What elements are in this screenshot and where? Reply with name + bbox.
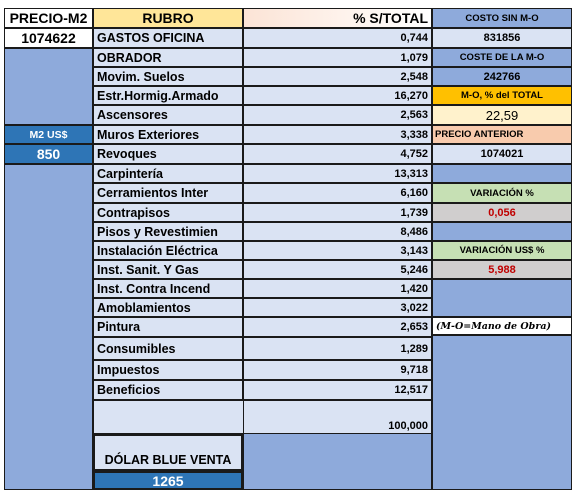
row-rubro[interactable] [93, 28, 243, 48]
row-rubro-text: Inst. Sanit. Y Gas [97, 262, 199, 277]
row-rubro-text: Impuestos [97, 363, 160, 377]
row-pct-text: 3,338 [400, 128, 428, 141]
row-pct[interactable] [243, 105, 432, 125]
row-rubro-text: OBRADOR [97, 50, 162, 65]
row-pct[interactable] [243, 260, 432, 279]
row-pct-text: 1,739 [400, 206, 428, 219]
row-rubro[interactable] [93, 183, 243, 203]
row-rubro[interactable] [93, 317, 243, 337]
side-blank-3[interactable] [432, 279, 572, 317]
row-pct[interactable] [243, 317, 432, 337]
row-pct-text: 4,752 [400, 148, 428, 160]
row-rubro-text: Carpintería [97, 166, 163, 181]
dolar-blue-value[interactable]: 1265 [93, 471, 243, 490]
row-rubro-text: Instalación Eléctrica [97, 243, 218, 258]
side-fill-bottom [432, 335, 572, 490]
row-rubro[interactable] [93, 279, 243, 298]
row-rubro-text: Pintura [97, 320, 141, 334]
precio-m2-label[interactable]: PRECIO-M2 [4, 8, 93, 28]
row-rubro-text: Inst. Contra Incend [97, 281, 211, 296]
row-rubro-text: Movim. Suelos [97, 69, 185, 84]
side-blank-2[interactable] [432, 222, 572, 241]
row-rubro[interactable] [93, 260, 243, 279]
mo-pct-value[interactable]: 22,59 [432, 105, 572, 125]
row-rubro[interactable] [93, 360, 243, 380]
row-pct[interactable] [243, 337, 432, 360]
row-rubro-text: Contrapisos [97, 205, 170, 220]
row-pct[interactable] [243, 279, 432, 298]
row-pct[interactable] [243, 125, 432, 144]
m2-usd-label[interactable]: M2 US$ [4, 125, 93, 144]
row-pct-text: 1,289 [400, 342, 428, 355]
column-a-fill-top [4, 48, 93, 125]
side-blank-1[interactable] [432, 164, 572, 183]
row-pct-text: 1,420 [400, 282, 428, 295]
row-pct[interactable] [243, 183, 432, 203]
row-rubro-text: Pisos y Revestimien [97, 224, 218, 239]
total-text: 100,000 [388, 420, 428, 432]
coste-mo-label[interactable]: COSTE DE LA M-O [432, 48, 572, 67]
row-pct[interactable] [243, 203, 432, 222]
row-pct-text: 13,313 [394, 167, 428, 180]
row-pct[interactable] [243, 144, 432, 164]
row-rubro[interactable] [93, 203, 243, 222]
row-rubro[interactable] [93, 86, 243, 105]
row-rubro[interactable] [93, 67, 243, 86]
row-rubro[interactable] [93, 337, 243, 360]
row-rubro[interactable] [93, 241, 243, 260]
row-rubro[interactable] [93, 298, 243, 317]
precio-m2-value[interactable]: 1074622 [4, 28, 93, 48]
row-rubro-text: Estr.Hormig.Armado [97, 88, 219, 103]
row-rubro-text: Amoblamientos [97, 300, 191, 315]
row-rubro-text: Cerramientos Inter [97, 186, 209, 200]
row-rubro[interactable] [93, 48, 243, 67]
costo-sin-mo-value[interactable]: 831856 [432, 28, 572, 48]
row-rubro[interactable] [93, 164, 243, 183]
row-pct[interactable] [243, 67, 432, 86]
row-pct-text: 3,022 [400, 301, 428, 314]
row-pct-text: 6,160 [400, 187, 428, 199]
row-rubro-text: GASTOS OFICINA [97, 31, 205, 45]
row-pct[interactable] [243, 380, 432, 400]
mo-pct-label[interactable]: M-O, % del TOTAL [432, 86, 572, 105]
row-pct[interactable] [243, 86, 432, 105]
row-rubro-text: Beneficios [97, 383, 161, 397]
row-rubro-text: Revoques [97, 147, 157, 161]
pct-header[interactable]: % S/TOTAL [243, 8, 432, 28]
row-pct[interactable] [243, 241, 432, 260]
row-pct-text: 5,246 [400, 263, 428, 276]
row-rubro[interactable] [93, 222, 243, 241]
row-pct-text: 2,653 [400, 321, 428, 333]
column-a-fill-bottom [4, 164, 93, 490]
precio-anterior-value[interactable]: 1074021 [432, 144, 572, 164]
row-pct-text: 3,143 [400, 244, 428, 257]
variacion-label[interactable]: VARIACIÓN % [432, 183, 572, 203]
row-pct[interactable] [243, 164, 432, 183]
row-rubro[interactable] [93, 125, 243, 144]
row-pct[interactable] [243, 48, 432, 67]
row-pct-text: 8,486 [400, 225, 428, 238]
dolar-blue-label[interactable]: DÓLAR BLUE VENTA [93, 434, 243, 471]
row-rubro[interactable] [93, 144, 243, 164]
row-rubro-text: Muros Exteriores [97, 127, 200, 142]
coste-mo-value[interactable]: 242766 [432, 67, 572, 86]
row-rubro-text: Consumibles [97, 341, 176, 356]
row-rubro-text: Ascensores [97, 108, 168, 122]
variacion-usd-value[interactable]: 5,988 [432, 260, 572, 279]
row-pct-text: 1,079 [400, 51, 428, 64]
row-pct[interactable] [243, 28, 432, 48]
costo-sin-mo-label[interactable]: COSTO SIN M-O [432, 8, 572, 28]
row-pct-text: 2,548 [400, 70, 428, 83]
variacion-value[interactable]: 0,056 [432, 203, 572, 222]
precio-anterior-label[interactable]: PRECIO ANTERIOR [432, 125, 572, 144]
row-pct-text: 16,270 [394, 89, 428, 102]
row-pct[interactable] [243, 298, 432, 317]
m2-usd-value[interactable]: 850 [4, 144, 93, 164]
nota-mano-de-obra[interactable]: (M-O=Mano de Obra) [432, 317, 572, 335]
row-pct-text: 12,517 [394, 384, 428, 396]
row-rubro[interactable] [93, 105, 243, 125]
row-pct-text: 0,744 [400, 32, 428, 44]
row-pct[interactable] [243, 222, 432, 241]
bottom-fill [243, 434, 432, 490]
rubro-header[interactable]: RUBRO [93, 8, 243, 28]
row-pct-text: 9,718 [400, 364, 428, 376]
row-pct[interactable] [243, 360, 432, 380]
row-rubro[interactable] [93, 380, 243, 400]
variacion-usd-label[interactable]: VARIACIÓN US$ % [432, 241, 572, 260]
row-pct-text: 2,563 [400, 109, 428, 121]
total-value[interactable] [243, 400, 432, 434]
